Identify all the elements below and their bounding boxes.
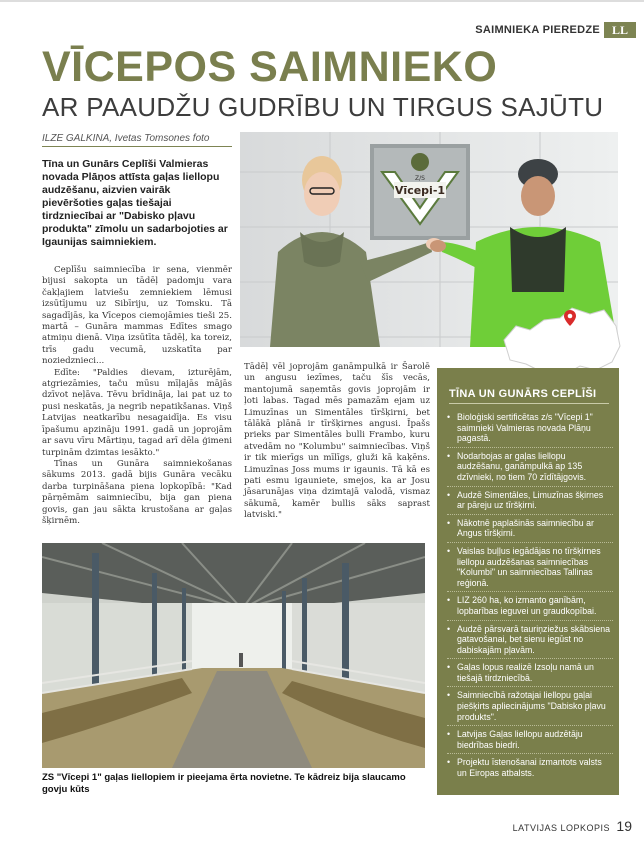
- byline: ILZE GALKINA, Ivetas Tomsones foto: [42, 133, 232, 147]
- section-label: SAIMNIEKA PIEREDZE: [475, 24, 600, 36]
- location-pin-icon: [564, 310, 576, 330]
- photo-caption: ZS "Vīcepi 1" gaļas liellopiem ir pieejama ērta novietne. Te kādreiz bija slaucamo govju kūts: [42, 772, 406, 795]
- sign-small-text: Z/S: [415, 175, 425, 182]
- body-paragraph: Edīte: "Paldies dievam, izturējām, atgriezāmies, taču mūsu mīļajās mājās dzīvot neļāva. Tēvu brīdināja, lai pat uz to pusi neskatās, ja negrib nepatikšanas. Viņš Latvijas neatkarību nesagaidīja. Es visu īpašumu apzināju 1991. gadā un joprojām ar savu vīru Mārtiņu, tagad arī dēla ģimeni turpinām dzimtas iesākto.": [42, 367, 232, 458]
- fact-item: • Vaislas buļļus iegādājas no tīršķirnes liellopu audzēšanas saimniecības "Kolumbi" un saimniecības Tallinas reģionā.: [447, 543, 613, 592]
- facts-sidebar: [437, 368, 619, 795]
- lead-paragraph: Tīna un Gunārs Ceplīši Valmieras novada Plāņos attīsta gaļas liellopu audzēšanu, aizvien vairāk pievēršoties gaļas tiešajai tirdzniecībai ar "Dabisko pļavu produkta" zīmolu un sadarbojoties ar Igaunijas saimniekiem.: [42, 158, 228, 248]
- body-paragraph: Ceplīšu saimniecība ir sena, vienmēr bijusi sakopta un tādēļ padomju vara čakļajiem latviešu zemniekiem lēmusi izsūtījumu uz Sibīriju, uz Tomsku. Tā sagadījās, ka Vīcepos ciemojāmies tieši 25. martā – Gunāra mammas Edītes smago atmiņu dienā. Viņa izsūtīta tādēļ, ka toreiz, trīs gadu vecumā, uzskatīta par noziedznieci...: [42, 265, 232, 367]
- fact-item: • Latvijas Gaļas liellopu audzētāju biedrības biedri.: [447, 726, 613, 754]
- top-rule: [0, 0, 644, 2]
- barn-photo: [42, 543, 425, 768]
- fact-item: • Bioloģiski sertificētas z/s "Vīcepi 1" saimnieki Valmieras novada Plāņu pagastā.: [447, 409, 613, 448]
- fact-item: • Saimniecībā ražotajai liellopu gaļai piešķirts apliecinājums "Dabisko pļavu produkts".: [447, 687, 613, 726]
- body-paragraph: Tādēļ vēl joprojām ganāmpulkā ir Šarolē un angusu iezīmes, taču šīs vecās, mantojumā saņemtās govis joprojām ir ļoti labas. Tagad mēs pamazām ejam uz Limuzīnas un Simentāles tīršķirni, bet tālākā plānā ir tīršķirnes angusi. Īpašs prieks par Simentāles bulli Frambo, kuru atvedām no "Kolumbu" saimniecības. Viņš ir tik mierīgs un mīlīgs, gluži kā kaķēns. Limuzīnas Joss mums ir igaunis. Tā kā es pati esmu igauniete, smejos, ka ar Josu jāsarunājas viņa dzimtajā valodā, vismaz sākumā, kamēr bullis sāks saprast latviski.": [244, 362, 430, 521]
- fact-item: • Projektu īstenošanai izmantots valsts un Eiropas atbalsts.: [447, 757, 602, 779]
- fact-item: • Audzē pārsvarā tauriņziežus skābsiena gatavošanai, bet sienu iegūst no dabiskajām pļavām.: [447, 621, 613, 660]
- sign-name: Vīcepi-1: [394, 184, 446, 197]
- magazine-badge: LL: [604, 22, 636, 38]
- article-subtitle: AR PAAUDŽU GUDRĪBU UN TIRGUS SAJŪTU: [42, 92, 604, 122]
- body-column-1: [42, 265, 232, 527]
- body-column-2: [244, 362, 430, 522]
- fact-item: • Nākotnē paplašinās saimniecību ar Angus tīršķirni.: [447, 515, 613, 543]
- body-paragraph: Tīnas un Gunāra saimniekošanas sākums 2013. gadā bijis Gunāra vecāku darba turpināšana piena lopkopībā: "Kad pārņēmām saimniecību, bija gan piena govis, gan jau sākta krustošana ar gaļas šķirnēm.: [42, 458, 232, 526]
- sidebar-title: TĪNA UN GUNĀRS CEPLĪŠI: [449, 388, 597, 400]
- facts-list: [447, 409, 613, 782]
- fact-item: • Nodarbojas ar gaļas liellopu audzēšanu, ganāmpulkā ap 135 dzīvnieki, no tiem 70 zīdītājgovis.: [447, 448, 613, 487]
- sidebar-divider: [449, 403, 609, 404]
- article-title: VĪCEPOS SAIMNIEKO: [42, 43, 498, 91]
- page-number: 19: [616, 818, 632, 834]
- fact-item: • Gaļas lopus realizē Izsoļu namā un tiešajā tirdzniecībā.: [447, 659, 613, 687]
- fact-item: • Audzē Simentāles, Limuzīnas šķirnes ar pāreju uz tīršķirni.: [447, 487, 613, 515]
- magazine-name: LATVIJAS LOPKOPIS: [512, 823, 610, 833]
- fact-item: • LIZ 260 ha, ko izmanto ganībām, lopbarības ieguvei un graudkopībai.: [447, 592, 613, 620]
